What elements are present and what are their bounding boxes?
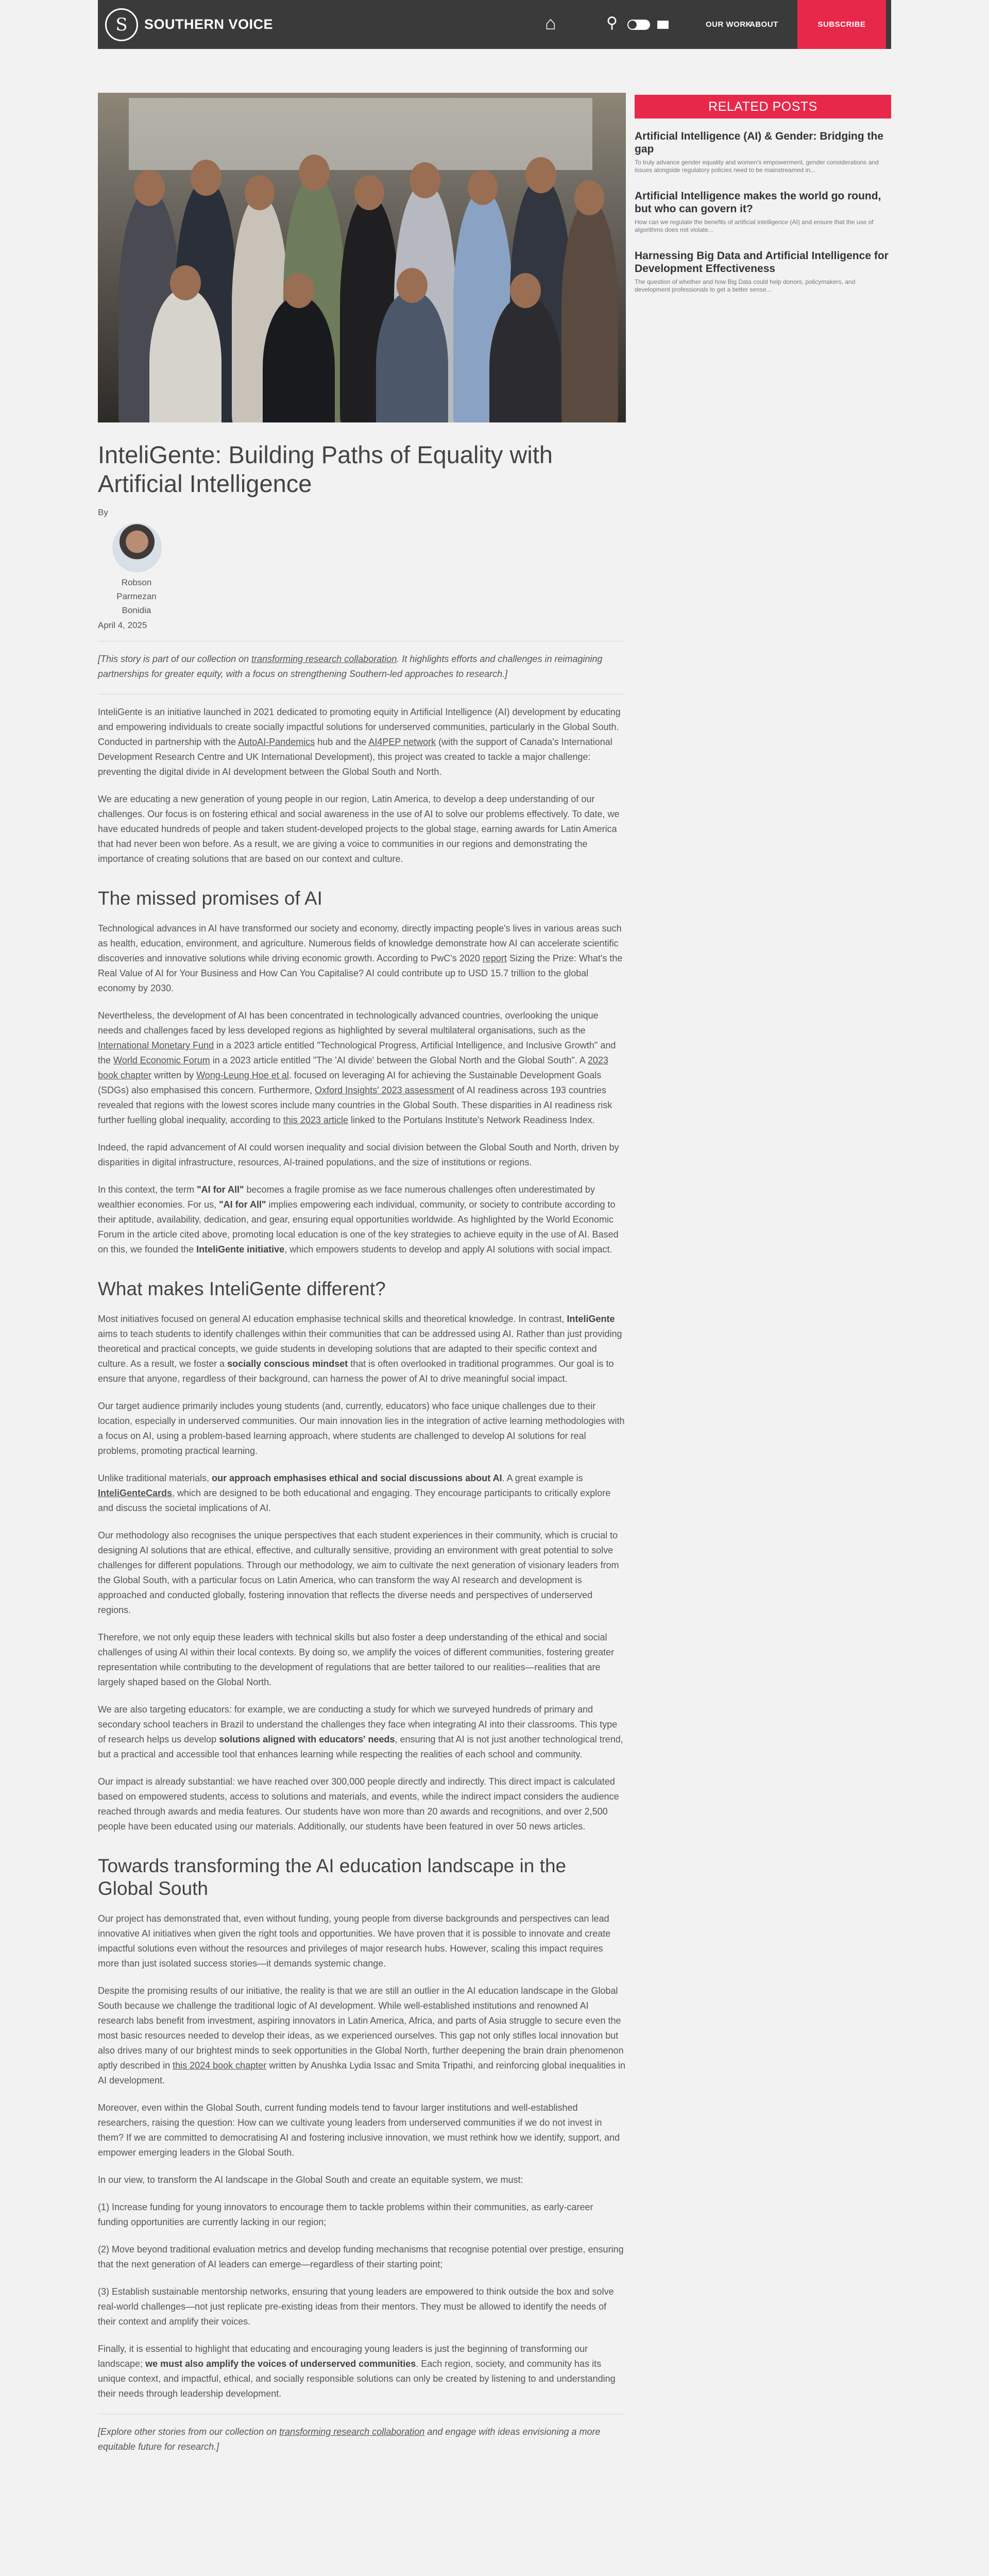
related-post-excerpt: How can we regulate the benefits of artificial intelligence (AI) and ensure that the use of algorithms does not violate... xyxy=(635,218,874,233)
text: written by xyxy=(151,1070,197,1080)
home-icon[interactable]: ⌂ xyxy=(545,12,556,33)
hero-photo xyxy=(98,93,626,422)
site-name: SOUTHERN VOICE xyxy=(144,16,274,32)
bold-text: "AI for All" xyxy=(219,1199,266,1210)
text: (with the support of Canada's International Development Research Centre and UK International Development), this project was created to tackle a major challenge: preventing the digital divide in AI development between the Global South and North. xyxy=(98,737,612,777)
text: written by Anushka Lydia Issac and Smita Tripathi, and reinforcing global inequalities in AI development. xyxy=(98,2060,625,2086)
related-post-title[interactable]: Artificial Intelligence makes the world go round, but who can govern it? xyxy=(635,190,881,215)
book-chapter-link[interactable]: 2023 book chapter xyxy=(98,1055,608,1080)
oxford-insights-link[interactable]: Oxford Insights' 2023 assessment xyxy=(315,1085,454,1095)
text: InteliGente is an initiative launched in 2021 dedicated to promoting equity in Artificial Intelligence (AI) development by educating and empowering individuals to create socially impactful solutions for underserved communities, particularly in the Global South. Conducted in partnership with the xyxy=(98,707,621,747)
text: , which are designed to be both educational and engaging. They encourage participants to critically explore and discuss the societal implications of AI. xyxy=(98,1488,611,1513)
paragraph: Therefore, we not only equip these leaders with technical skills but also foster a deep understanding of the ethical and social challenges of using AI within their local contexts. By doing so, we amplify the voices of different communities, fostering greater representation while contributing to the development of regulations that are better tailored to our realities—realities that are largely shaped based on the Global North. xyxy=(98,1632,615,1687)
language-flag-icon[interactable] xyxy=(657,0,669,49)
text: [Explore other stories from our collection on xyxy=(98,2427,280,2437)
toggle-icon[interactable] xyxy=(627,0,650,49)
paragraph: Our methodology also recognises the unique perspectives that each student experiences in their community, which is crucial to designing AI solutions that are ethical, effective, and culturally sensitive, providing an environment with great potential to solve challenges for different populations. Through our methodology, we aim to cultivate the next generation of visionary leaders from the Global South, with a particular focus on Latin America, who can transform the way AI research and development is approached and conducted globally, fostering innovation that reflects the diverse needs and perspectives of underserved regions. xyxy=(98,1530,619,1615)
paragraph xyxy=(98,705,625,779)
nav-our-work[interactable]: OUR WORK xyxy=(706,20,752,29)
text: Technological advances in AI have transformed our society and economy, directly impacting people's lives in various areas such as health, education, environment, and agriculture. Numerous fields of knowledge demonstrate how AI can accelerate scientific discoveries and innovative solutions while driving economic growth. According to PwC's 2020 xyxy=(98,923,622,963)
paragraph xyxy=(98,1312,625,1386)
related-post-title[interactable]: Artificial Intelligence (AI) & Gender: Bridging the gap xyxy=(635,130,884,155)
bold-text: socially conscious mindset xyxy=(227,1359,348,1369)
paragraph: In our view, to transform the AI landscape in the Global South and create an equitable system, we must: xyxy=(98,2175,523,2185)
book-chapter-2024-link[interactable]: this 2024 book chapter xyxy=(173,2060,267,2071)
site-header xyxy=(98,0,891,49)
paragraph: Indeed, the rapid advancement of AI could worsen inequality and social division between the Global South and North, driven by disparities in digital infrastructure, resources, AI-trained populations, and the size of institutions or regions. xyxy=(98,1142,619,1167)
text: We are also targeting educators: for example, we are conducting a study for which we surveyed hundreds of primary and secondary school teachers in Brazil to understand the challenges they face when integrating AI into their classrooms. This type of research helps us develop xyxy=(98,1704,618,1744)
byline-label: By xyxy=(98,507,108,517)
bold-text: we must also amplify the voices of underserved communities xyxy=(145,2359,416,2369)
text: Most initiatives focused on general AI education emphasise technical skills and theoretical knowledge. In contrast, xyxy=(98,1314,567,1324)
whiteboard xyxy=(129,98,592,170)
text: aims to teach students to identify challenges within their communities that can be addressed using AI. Rather than just providing theoretical and practical concepts, we guide students in developing solutions that are adapted to their specific context and culture. As a result, we foster a xyxy=(98,1329,622,1369)
inteligentecards-link[interactable]: InteliGenteCards xyxy=(98,1488,173,1498)
text: of AI readiness across 193 countries revealed that regions with the lowest scores include many countries in the Global South. These disparities in AI readiness risk further fuelling global inequality, according to xyxy=(98,1085,612,1125)
paragraph: Moreover, even within the Global South, current funding models tend to favour larger institutions and well-established researchers, raising the question: How can we cultivate young leaders from underserved communities if we do not invest in them? If we are committed to democratising AI and fostering inclusive innovation, we must rethink how we identify, support, and empower emerging leaders in the Global South. xyxy=(98,2103,620,2158)
text: in a 2023 article entitled "The 'AI divide' between the Global North and the Global South". A xyxy=(210,1055,588,1065)
related-post-excerpt: The question of whether and how Big Data could help donors, policymakers, and development professionals to get a better sense... xyxy=(635,278,856,293)
search-icon[interactable]: ⚲ xyxy=(606,14,618,31)
text: , ensuring that AI is not just another technological trend, but a practical and accessible tool that enhances learning while respecting the realities of each school and community. xyxy=(98,1734,623,1759)
paragraph xyxy=(98,1182,625,1257)
related-post-excerpt: To truly advance gender equality and women's empowerment, gender considerations and issues alongside regulatory policies need to be mainstreamed in... xyxy=(635,159,879,174)
ai4pep-link[interactable]: AI4PEP network xyxy=(368,737,436,747)
related-post[interactable] xyxy=(635,190,891,234)
text: that is often overlooked in traditional programmes. Our goal is to ensure that anyone, regardless of their background, can harness the power of AI to drive meaningful social impact. xyxy=(98,1359,614,1384)
section-heading: Towards transforming the AI education landscape in the Global South xyxy=(98,1855,567,1899)
text: . Each region, society, and community has its unique context, and impactful, ethical, and socially responsible solutions can only be created by listening to and understanding their needs through leadership development. xyxy=(98,2359,616,2399)
article-title: InteliGente: Building Paths of Equality with Artificial Intelligence xyxy=(98,441,553,497)
wong-leung-link[interactable]: Wong-Leung Hoe et al xyxy=(196,1070,289,1080)
text: and engage with ideas envisioning a more equitable future for research.] xyxy=(98,2427,601,2452)
paragraph: We are educating a new generation of young people in our region, Latin America, to develop a deep understanding of our challenges. Our focus is on fostering ethical and social awareness in the use of AI to solve our problems effectively. To date, we have educated hundreds of people and taken student-developed projects to the global stage, earning awards for Latin America that had never been won before. As a result, we are giving a voice to communities in our regions and demonstrating the importance of creating solutions that are based on our context and culture. xyxy=(98,794,620,864)
text: becomes a fragile promise as we face numerous challenges often underestimated by wealthier economies. For us, xyxy=(98,1184,595,1210)
text: implies empowering each individual, community, or society to contribute according to their aptitude, availability, dedication, and gear, ensuring equal opportunities worldwide. As highlighted by the World Economic Forum in the article cited above, promoting local education is one of the key strategies to achieve equity in the use of AI. Based on this, we founded the xyxy=(98,1199,619,1255)
paragraph: (1) Increase funding for young innovators to encourage them to tackle problems within their communities, as early-career funding opportunities are currently lacking in our region; xyxy=(98,2202,593,2227)
text: , which empowers students to develop and apply AI solutions with social impact. xyxy=(284,1244,612,1255)
paragraph: Our target audience primarily includes young students (and, currently, educators) who face unique challenges due to their location, especially in underserved communities. Our main innovation lies in the integration of active learning methodologies with a focus on AI, using a problem-based learning approach, where students are challenged to develop AI solutions for real problems, promoting practical learning. xyxy=(98,1401,625,1456)
related-posts xyxy=(635,95,891,294)
paragraph: Our impact is already substantial: we have reached over 300,000 people directly and indirectly. This direct impact is calculated based on empowered students, access to solutions and materials, and events, while the indirect impact considers the audience reached through awards and media features. Our students have won more than 20 awards and recognitions, and over 2,500 people have been educated using our materials. Additionally, our students have been featured in over 50 news articles. xyxy=(98,1776,619,1832)
author-avatar[interactable] xyxy=(112,523,162,572)
text: linked to the Portulans Institute's Network Readiness Index. xyxy=(348,1115,595,1125)
text: Despite the promising results of our initiative, the reality is that we are still an outlier in the AI education landscape in the Global South because we challenge the traditional logic of AI development. While well-established institutions and renowned AI research labs benefit from investment, aspiring innovators in Latin America, Africa, and parts of Asia struggle to secure even the most basic resources needed to develop their ideas, as we experienced ourselves. This gap not only stifles local innovation but also drives many of our brightest minds to seek opportunities in the Global North, further deepening the brain drain phenomenon aptly described in xyxy=(98,1986,624,2071)
paragraph xyxy=(98,1702,625,1762)
related-post[interactable] xyxy=(635,130,891,174)
text: Sizing the Prize: What's the Real Value of AI for Your Business and How Can You Capitalise? AI could contribute up to USD 15.7 trillion to the global economy by 2030. xyxy=(98,953,623,993)
pwc-report-link[interactable]: report xyxy=(482,953,507,963)
text: . focused on leveraging AI for achieving the Sustainable Development Goals (SDGs) also emphasised this concern. Furthermore, xyxy=(98,1070,602,1095)
paragraph: (2) Move beyond traditional evaluation metrics and develop funding mechanisms that recognise potential over prestige, ensuring that the next generation of AI leaders can emerge—regardless of their starting point; xyxy=(98,2244,624,2269)
text: Unlike traditional materials, xyxy=(98,1473,212,1483)
paragraph xyxy=(98,2342,625,2401)
related-posts-heading: RELATED POSTS xyxy=(635,95,891,118)
autoai-link[interactable]: AutoAI-Pandemics xyxy=(238,737,315,747)
logo-mark: S xyxy=(105,8,138,41)
intro-note xyxy=(98,652,625,682)
related-post-title[interactable]: Harnessing Big Data and Artificial Intelligence for Development Effectiveness xyxy=(635,250,889,275)
article xyxy=(98,440,625,2467)
section-heading: What makes InteliGente different? xyxy=(98,1278,386,1299)
text: [This story is part of our collection on xyxy=(98,654,252,664)
text: . A great example is xyxy=(502,1473,583,1483)
text: Nevertheless, the development of AI has been concentrated in technologically advanced countries, overlooking the unique needs and challenges faced by less developed regions as highlighted by several multilateral organisations, such as the xyxy=(98,1010,599,1036)
portulans-article-link[interactable]: this 2023 article xyxy=(283,1115,348,1125)
paragraph xyxy=(98,1471,625,1516)
subscribe-button[interactable]: SUBSCRIBE xyxy=(797,0,886,49)
site-logo[interactable] xyxy=(105,8,273,41)
bold-text: InteliGente initiative xyxy=(196,1244,285,1255)
section-heading: The missed promises of AI xyxy=(98,888,322,909)
outro-note xyxy=(98,2425,625,2454)
text: in a 2023 article entitled "Technological Progress, Artificial Intelligence, and Inclusive Growth" and the xyxy=(98,1040,616,1065)
imf-link[interactable]: International Monetary Fund xyxy=(98,1040,214,1050)
paragraph: Our project has demonstrated that, even without funding, young people from diverse backgrounds and perspectives can lead innovative AI initiatives when given the right tools and opportunities. We have proven that it is possible to innovate and create impactful solutions even without the resources and privileges of major research hubs. However, scaling this impact requires more than just isolated success stories—it demands systemic change. xyxy=(98,1913,611,1969)
collection-link[interactable]: transforming research collaboration xyxy=(279,2427,425,2437)
wef-link[interactable]: World Economic Forum xyxy=(113,1055,210,1065)
nav-about[interactable]: ABOUT xyxy=(749,20,778,29)
paragraph xyxy=(98,1984,625,2088)
related-post[interactable] xyxy=(635,249,891,294)
bold-text: InteliGente xyxy=(567,1314,615,1324)
author-name-line[interactable]: Bonidia xyxy=(122,605,151,615)
author-name-line[interactable]: Robson xyxy=(121,578,152,587)
publish-date: April 4, 2025 xyxy=(98,620,147,630)
bold-text: our approach emphasises ethical and social discussions about AI xyxy=(212,1473,502,1483)
text: . It highlights efforts and challenges in reimagining partnerships for greater equity, with a focus on strengthening Southern-led approaches to research.] xyxy=(98,654,603,679)
paragraph: (3) Establish sustainable mentorship networks, ensuring that young leaders are empowered to think outside the box and solve real-world challenges—not just replicate pre-existing ideas from their mentors. They must be allowed to identify the needs of their context and amplify their voices. xyxy=(98,2286,614,2327)
paragraph xyxy=(98,921,625,996)
bold-text: solutions aligned with educators' needs xyxy=(219,1734,395,1744)
text: Finally, it is essential to highlight that educating and encouraging young leaders is just the beginning of transforming our landscape; xyxy=(98,2344,588,2369)
author-name[interactable] xyxy=(98,575,175,617)
text: In this context, the term xyxy=(98,1184,197,1195)
bold-text: "AI for All" xyxy=(197,1184,244,1195)
paragraph xyxy=(98,1008,625,1128)
text: hub and the xyxy=(315,737,369,747)
author-name-line[interactable]: Parmezan xyxy=(116,591,157,601)
collection-link[interactable]: transforming research collaboration xyxy=(251,654,397,664)
